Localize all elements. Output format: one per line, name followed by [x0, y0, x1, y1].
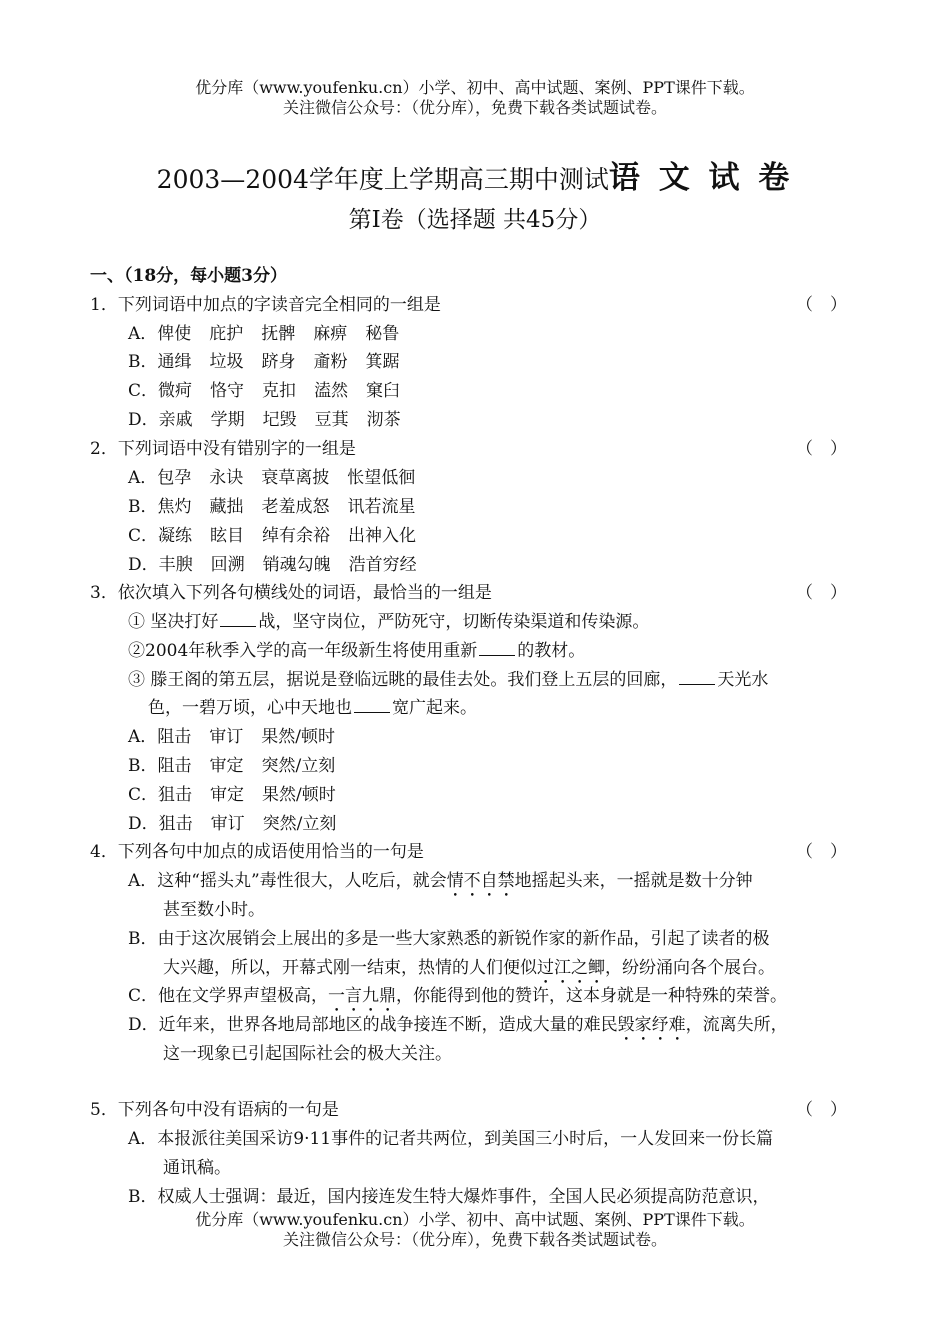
page-footer	[0, 1210, 950, 1250]
answer-blank-4: （ ）	[796, 842, 847, 862]
q3-option-d: D．狙击 审订 突然/立刻	[128, 814, 337, 834]
q3-sentence-3: ③ 滕王阁的第五层，据说是登临远眺的最佳去处。我们登上五层的回廊， 天光水	[128, 670, 769, 690]
question-1-stem: 1．下列词语中加点的字读音完全相同的一组是	[90, 295, 441, 315]
footer-line-2: 关注微信公众号：（优分库），免费下载各类试题试卷。	[282, 1230, 667, 1249]
dotted-idiom: 一言九鼎	[328, 986, 397, 1006]
exam-title	[0, 160, 950, 198]
question-5-stem: 5．下列各句中没有语病的一句是	[90, 1100, 339, 1120]
q2-option-a: A．包孕 永诀 衰草离披 怅望低徊	[128, 468, 416, 488]
q1-option-d: D．亲戚 学期 圮毁 豆萁 沏茶	[128, 410, 401, 430]
q3-sentence-1: ① 坚决打好 战，坚守岗位，严防死守，切断传染渠道和传染源。	[128, 612, 650, 632]
fill-blank	[220, 610, 256, 627]
q5-option-b: B．权威人士强调：最近，国内接连发生特大爆炸事件，全国人民必须提高防范意识，	[128, 1187, 770, 1207]
q5-option-a-cont: 通讯稿。	[163, 1158, 231, 1178]
answer-blank-2: （ ）	[796, 439, 847, 459]
question-3-stem: 3．依次填入下列各句横线处的词语，最恰当的一组是	[90, 583, 492, 603]
fill-blank	[354, 696, 390, 713]
title-prefix: 2003—2004学年度上学期高三期中测试	[156, 165, 609, 194]
dotted-idiom: 过江之鲫	[537, 958, 605, 978]
q2-option-d: D．丰腴 回溯 销魂勾魄 浩首穷经	[128, 555, 417, 575]
q3-option-b: B．阻击 审定 突然/立刻	[128, 756, 336, 776]
section-heading: 一、（18分，每小题3分）	[90, 266, 287, 286]
q5-option-a: A．本报派往美国采访9·11事件的记者共两位，到美国三小时后，一人发回来一份长篇	[128, 1129, 774, 1149]
footer-line-1: 优分库（www.youfenku.cn）小学、初中、高中试题、案例、PPT课件下载。	[195, 1210, 755, 1229]
answer-blank-5: （ ）	[796, 1100, 847, 1120]
header-line-2: 关注微信公众号：（优分库），免费下载各类试题试卷。	[282, 98, 667, 117]
q3-option-a: A．阻击 审订 果然/顿时	[128, 727, 336, 747]
answer-blank-3: （ ）	[796, 583, 847, 603]
title-main: 语 文 试 卷	[608, 160, 794, 196]
q4-option-c: C．他在文学界声望极高，一言九鼎，你能得到他的赞许，这本身就是一种特殊的荣誉。	[128, 986, 788, 1006]
q4-option-a-cont: 甚至数小时。	[163, 900, 265, 920]
fill-blank	[679, 668, 715, 685]
dotted-idiom: 情不自禁	[446, 871, 515, 891]
q1-option-a: A．俾使 庇护 抚髀 麻痹 秘鲁	[128, 324, 400, 344]
q3-sentence-3-cont: 色，一碧万顷，心中天地也 宽广起来。	[148, 698, 477, 718]
q4-option-d-cont: 这一现象已引起国际社会的极大关注。	[163, 1044, 452, 1064]
q4-option-b: B．由于这次展销会上展出的多是一些大家熟悉的新锐作家的新作品，引起了读者的极	[128, 929, 770, 949]
q4-option-d: D．近年来，世界各地局部地区的战争接连不断，造成大量的难民毁家纾难，流离失所，	[128, 1015, 788, 1035]
dotted-idiom: 毁家纾难	[617, 1015, 686, 1035]
q3-sentence-2: ②2004年秋季入学的高一年级新生将使用重新 的教材。	[128, 641, 586, 661]
q2-option-c: C．凝练 眩目 绰有余裕 出神入化	[128, 526, 417, 546]
question-4-stem: 4．下列各句中加点的成语使用恰当的一句是	[90, 842, 424, 862]
q3-option-c: C．狙击 审定 果然/顿时	[128, 785, 336, 805]
q1-option-b: B．通缉 垃圾 跻身 齑粉 箕踞	[128, 352, 400, 372]
header-line-1: 优分库（www.youfenku.cn）小学、初中、高中试题、案例、PPT课件下载。	[195, 78, 755, 97]
question-2-stem: 2．下列词语中没有错别字的一组是	[90, 439, 356, 459]
answer-blank-1: （ ）	[796, 295, 847, 315]
q4-option-b-cont: 大兴趣，所以，开幕式刚一结束，热情的人们便似过江之鲫，纷纷涌向各个展台。	[163, 958, 775, 978]
q1-option-c: C．微疴 恪守 克扣 溘然 窠臼	[128, 381, 401, 401]
q4-option-a: A．这种“摇头丸”毒性很大，人吃后，就会情不自禁地摇起头来，一摇就是数十分钟	[128, 871, 753, 891]
fill-blank	[479, 639, 515, 656]
q2-option-b: B．焦灼 藏拙 老羞成怒 讯若流星	[128, 497, 416, 517]
page-header	[0, 78, 950, 118]
exam-subtitle: 第Ⅰ卷（选择题 共45分）	[348, 207, 602, 233]
